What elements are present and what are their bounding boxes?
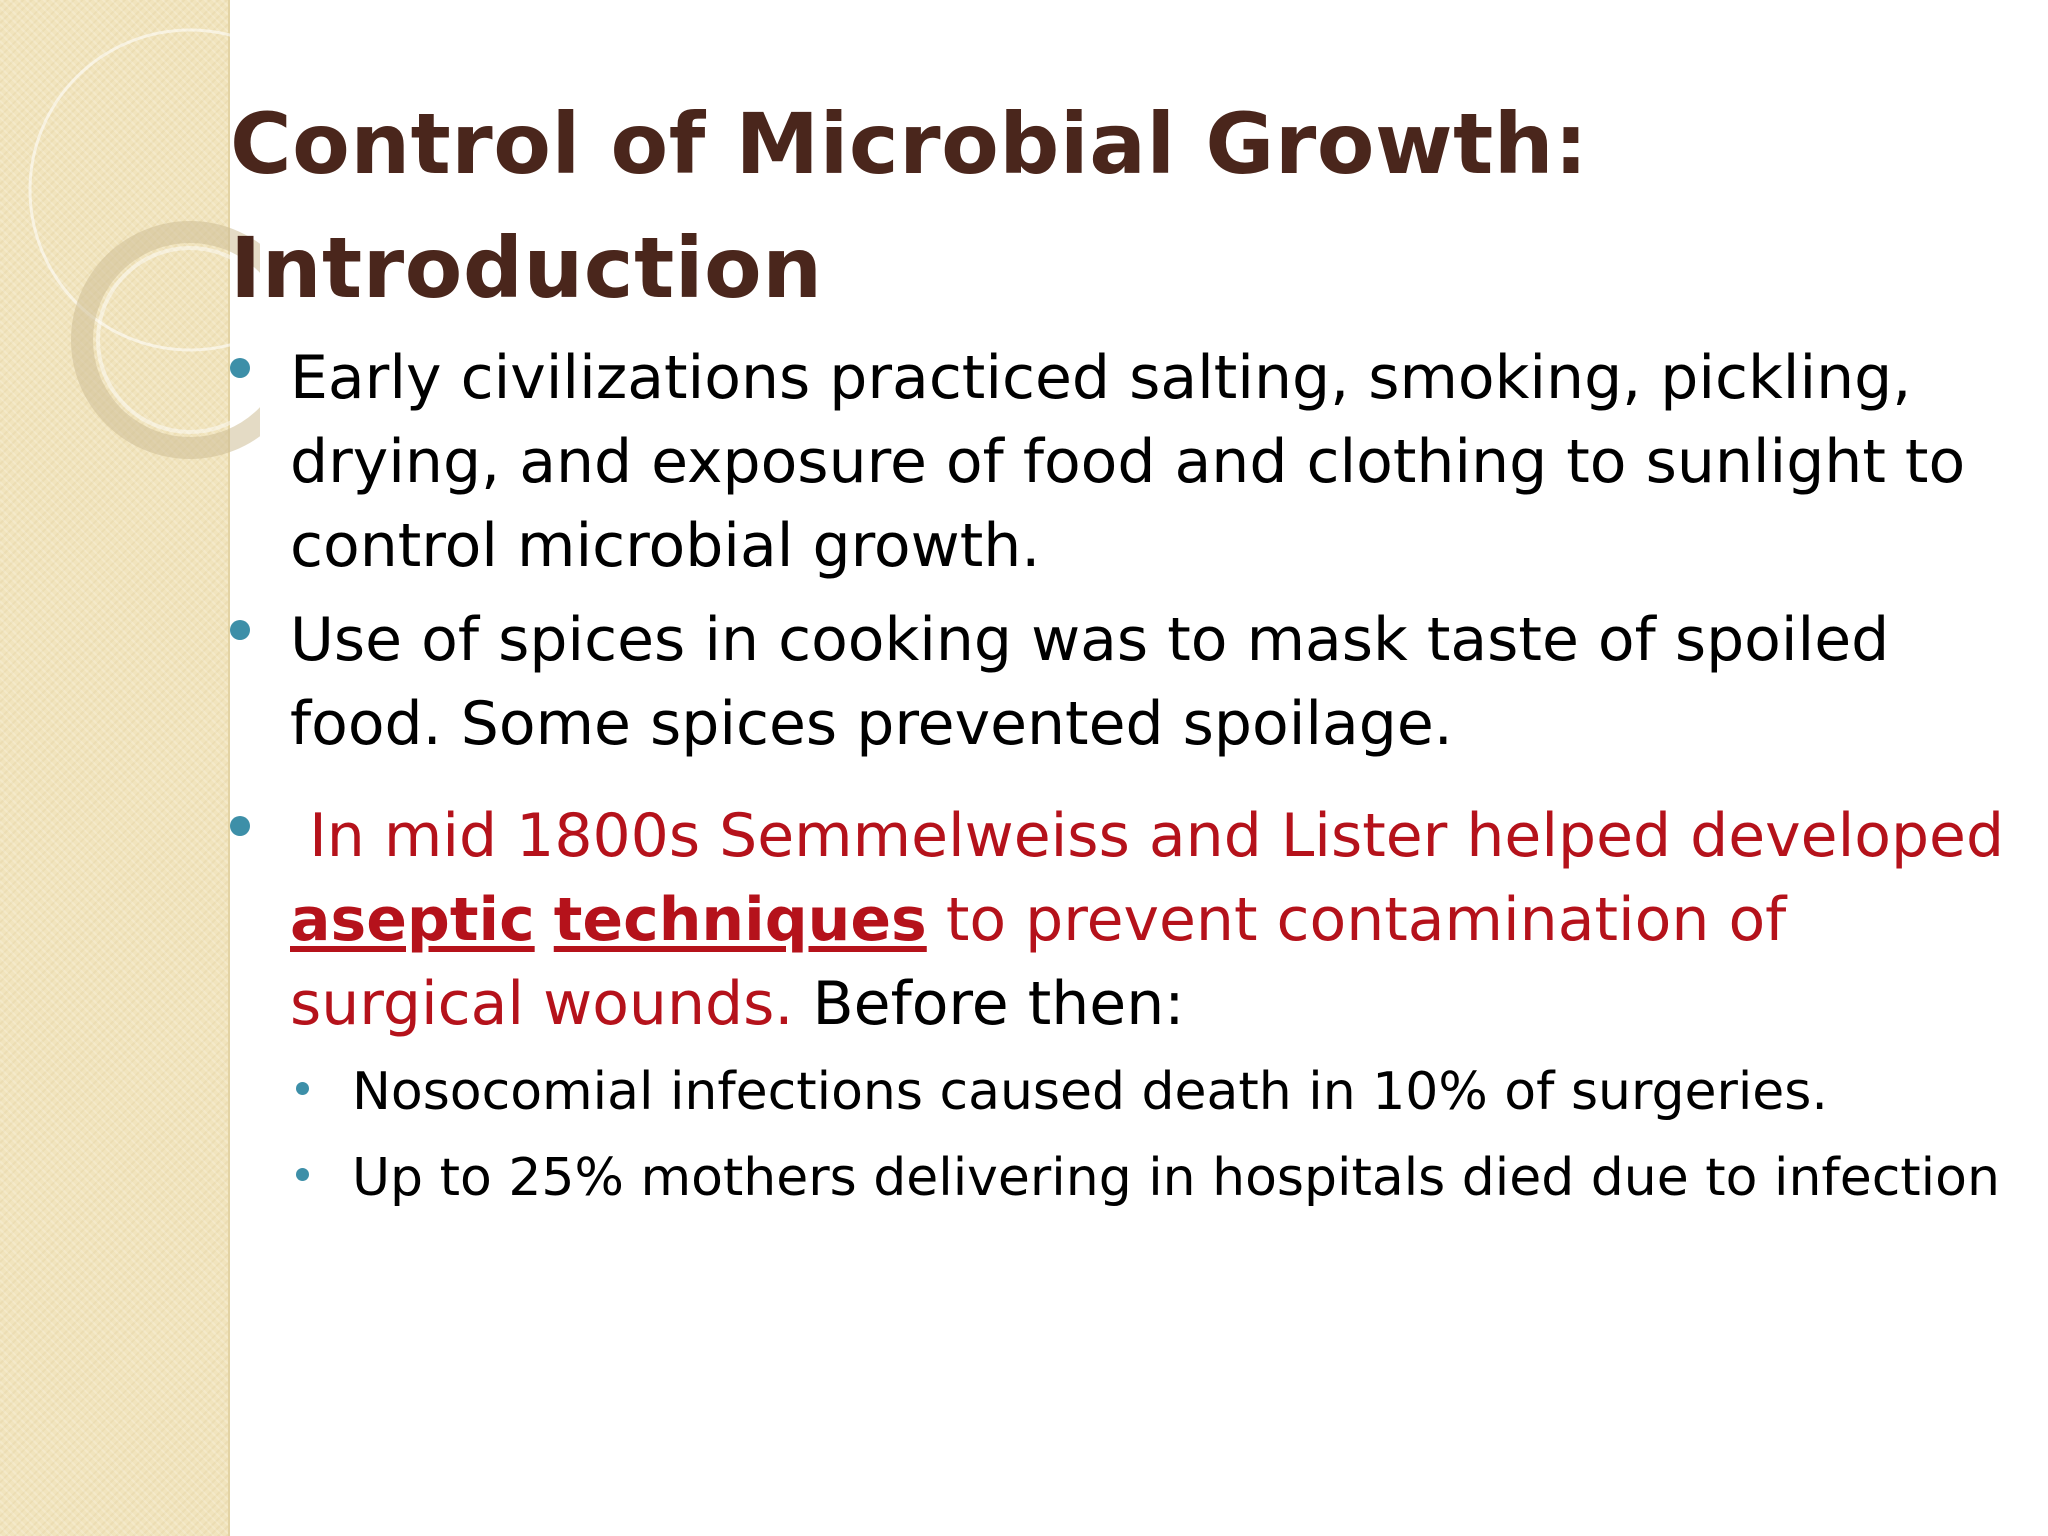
title-line-2: Introduction [230,219,823,317]
bullet-text: Use of spices in cooking was to mask taste of spoiled food. Some spices prevented spoilage. [290,605,1890,759]
sub-bullet-list [290,1056,2008,1214]
emphasis-aseptic: aseptic [290,885,535,955]
bullet-dot-icon [230,816,250,836]
slide-title [230,82,1588,330]
bullet-text: Early civilizations practiced salting, smoking, pickling, drying, and exposure of food and clothing to sunlight to control microbial growth. [290,343,1966,581]
bullet-item [228,794,2008,1214]
bullet-dot-icon [230,620,250,640]
slide-content [228,0,2028,1536]
emphasis-techniques: techniques [553,885,927,955]
bullet-text-part1: In mid 1800s Semmelweiss and Lister helped developed [309,801,2005,871]
title-line-1: Control of Microbial Growth: [230,95,1589,193]
decorative-rings [0,0,260,520]
sub-bullet-text: Up to 25% mothers delivering in hospitals died due to infection [352,1148,2000,1208]
bullet-dot-icon [230,358,250,378]
sub-bullet-dot-icon [296,1168,309,1181]
bullet-item [228,598,2008,766]
bullet-text-part2: to prevent contamination of surgical wounds. [290,885,1787,1039]
bullet-text-part3: Before then: [793,969,1185,1039]
sub-bullet-item [290,1056,2008,1128]
sub-bullet-item [290,1142,2008,1214]
sub-bullet-dot-icon [296,1082,309,1095]
sub-bullet-text: Nosocomial infections caused death in 10% of surgeries. [352,1062,1828,1122]
bullet-item [228,336,2008,588]
bullet-list [228,336,2008,1228]
